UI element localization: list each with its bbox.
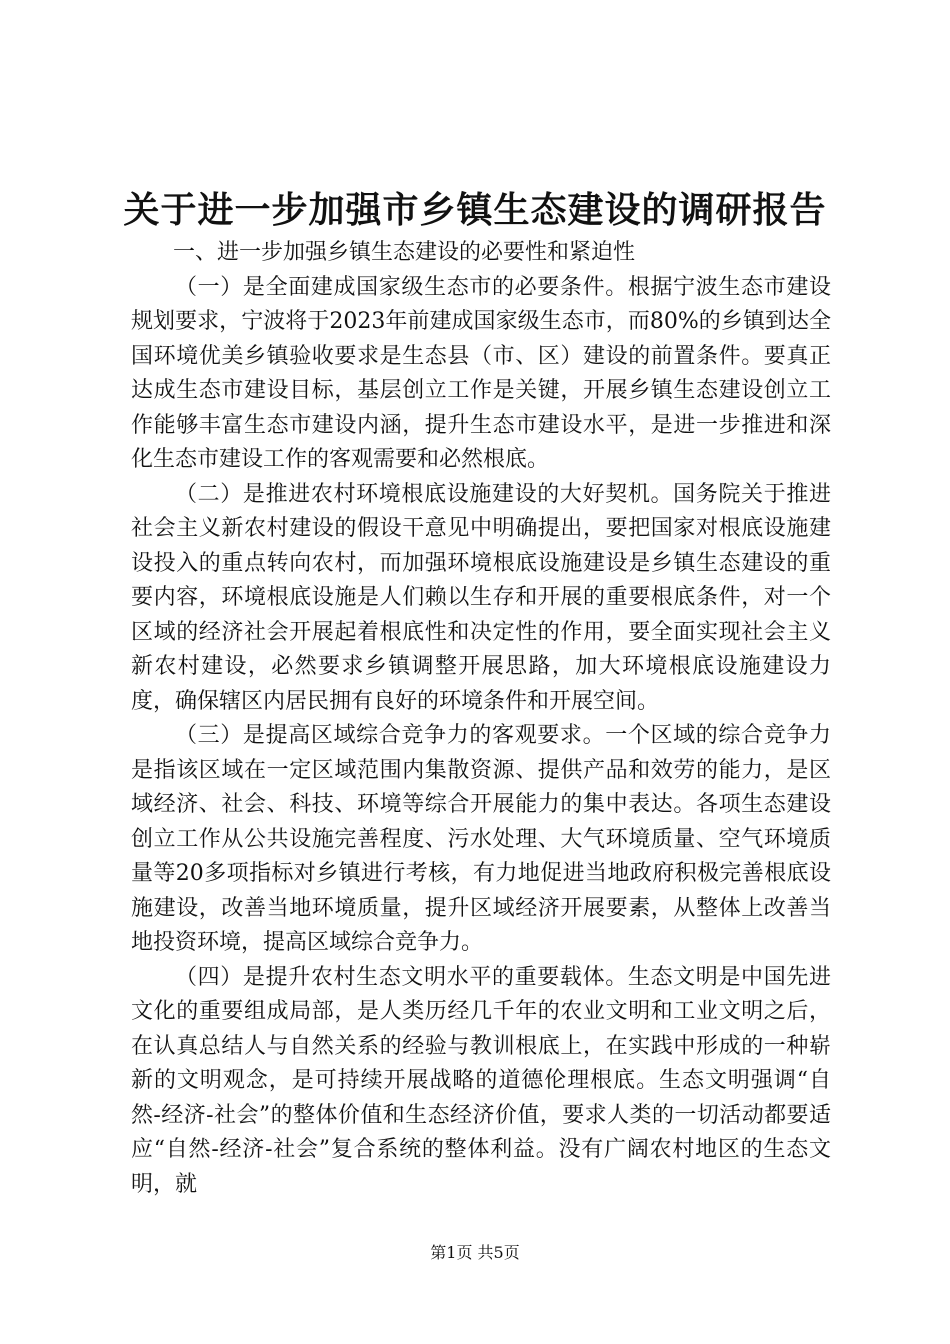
document-title: 关于进一步加强市乡镇生态建设的调研报告 [123, 189, 827, 231]
paragraph-1: （一）是全面建成国家级生态市的必要条件。根据宁波生态市建设规划要求，宁波将于2023年前建成国家级生态市，而80%的乡镇到达全国环境优美乡镇验收要求是生态县（市、区）建设的前置条件。要真正达成生态市建设目标，基层创立工作是关键，开展乡镇生态建设创立工作能够丰富生态市建设内涵，提升生态市建设水平，是进一步推进和深化生态市建设工作的客观需要和必然根底。 [131, 274, 831, 472]
document-body [131, 236, 831, 1202]
paragraph-4: （四）是提升农村生态文明水平的重要载体。生态文明是中国先进文化的重要组成局部，是人类历经几千年的农业文明和工业文明之后，在认真总结人与自然关系的经验与教训根底上，在实践中形成的一种崭新的文明观念，是可持续开展战略的道德伦理根底。生态文明强调“自然-经济-社会”的整体价值和生态经济价值，要求人类的一切活动都要适应“自然-经济-社会”复合系统的整体利益。没有广阔农村地区的生态文明，就 [131, 964, 831, 1197]
section-heading: 一、进一步加强乡镇生态建设的必要性和紧迫性 [173, 240, 636, 265]
page-number-footer: 第1页 共5页 [430, 1243, 520, 1262]
paragraph-2: （二）是推进农村环境根底设施建设的大好契机。国务院关于推进社会主义新农村建设的假设干意见中明确提出，要把国家对根底设施建设投入的重点转向农村，而加强环境根底设施建设是乡镇生态建设的重要内容，环境根底设施是人们赖以生存和开展的重要根底条件，对一个区域的经济社会开展起着根底性和决定性的作用，要全面实现社会主义新农村建设，必然要求乡镇调整开展思路，加大环境根底设施建设力度，确保辖区内居民拥有良好的环境条件和开展空间。 [131, 481, 831, 714]
paragraph-3: （三）是提高区域综合竞争力的客观要求。一个区域的综合竞争力是指该区域在一定区域范围内集散资源、提供产品和效劳的能力，是区域经济、社会、科技、环境等综合开展能力的集中表达。各项生态建设创立工作从公共设施完善程度、污水处理、大气环境质量、空气环境质量等20多项指标对乡镇进行考核，有力地促进当地政府积极完善根底设施建设，改善当地环境质量，提升区域经济开展要素，从整体上改善当地投资环境，提高区域综合竞争力。 [131, 723, 831, 955]
